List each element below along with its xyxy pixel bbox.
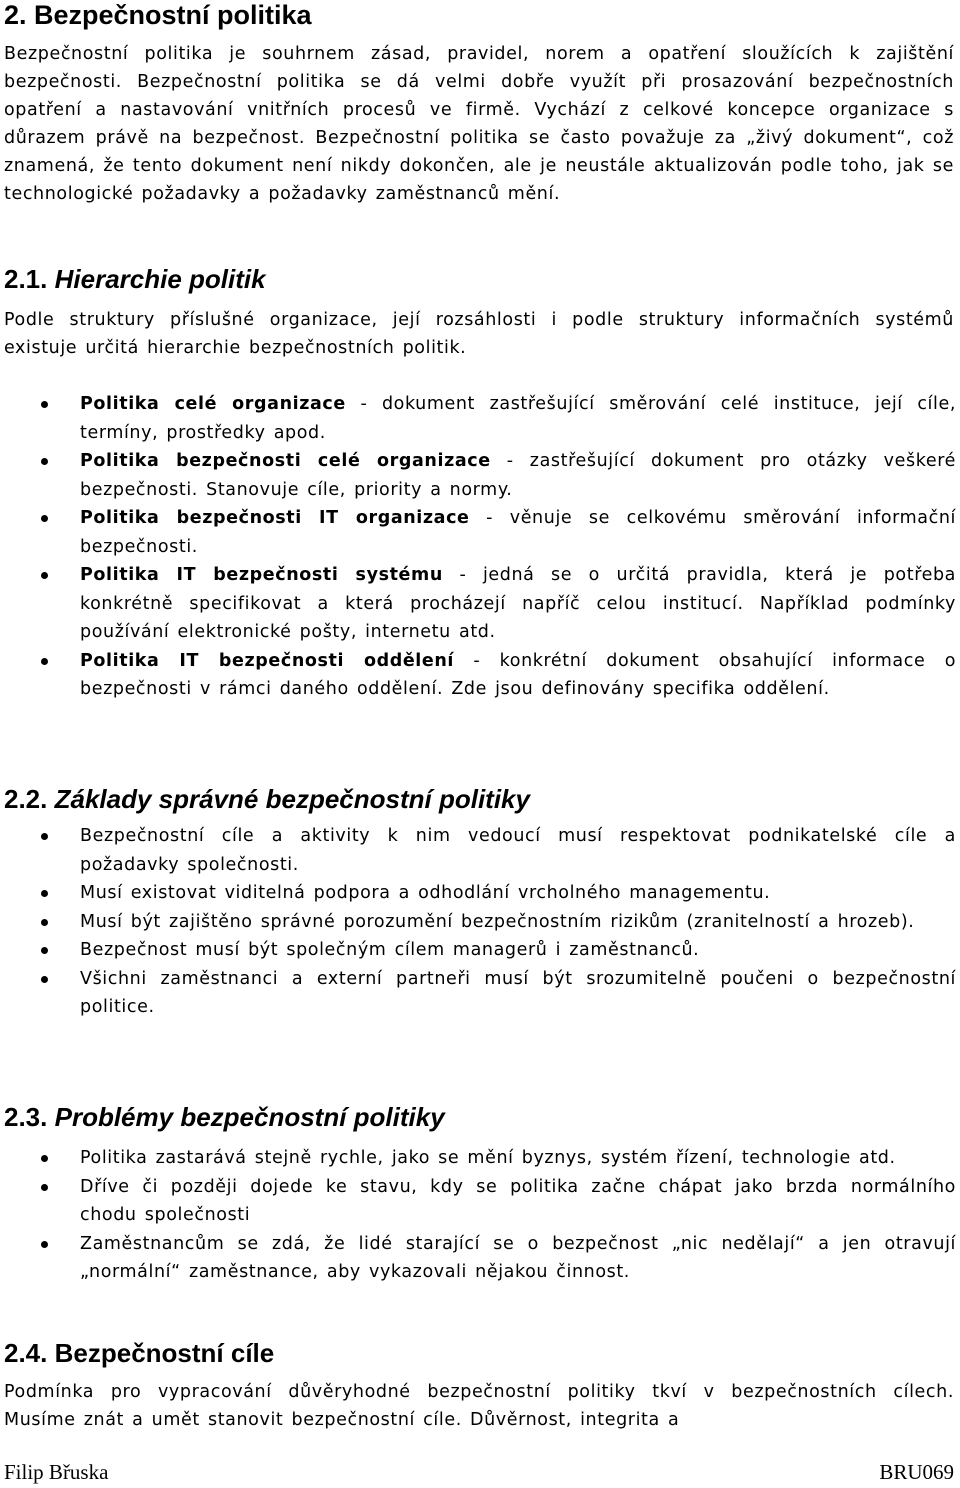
- list-item-text: Politika zastarává stejně rychle, jako se mění byznys, systém řízení, technologie atd.: [80, 1148, 896, 1168]
- list-item: [0, 936, 956, 965]
- bullet-icon: [41, 976, 48, 983]
- list-item: [0, 965, 956, 1022]
- list-item-text: - konkrétní dokument obsahující informace o bezpečnosti v rámci daného oddělení. Zde jsou definovány specifika oddělení.: [80, 650, 956, 699]
- list-item-term: Politika celé organizace: [80, 394, 346, 414]
- list-item: [0, 1230, 956, 1287]
- bullet-icon: [41, 1184, 48, 1191]
- section-title: Základy správné bezpečnostní politiky: [54, 784, 530, 814]
- footer-author: Filip Břuska: [4, 1460, 109, 1484]
- footer-code: BRU069: [879, 1460, 954, 1484]
- list-item-term: Politika IT bezpečnosti systému: [80, 565, 443, 585]
- bullet-icon: [41, 401, 48, 408]
- list-item: [0, 879, 956, 908]
- list-item-text: Všichni zaměstnanci a externí partneři musí být srozumitelně poučeni o bezpečnostní politice.: [80, 968, 956, 1017]
- section-number: 2.4.: [4, 1338, 48, 1368]
- list-item-term: Politika IT bezpečnosti oddělení: [80, 650, 455, 671]
- list-item: [0, 561, 956, 647]
- section-2-3-heading: [4, 1102, 445, 1132]
- section-2-2-heading: [4, 784, 530, 814]
- list-item-text: Musí existovat viditelná podpora a odhodlání vrcholného managementu.: [80, 883, 771, 903]
- section-number: 2.3.: [4, 1102, 48, 1132]
- bullet-icon: [41, 458, 48, 465]
- list-item: [0, 447, 956, 504]
- section-2-1-intro: Podle struktury příslušné organizace, její rozsáhlosti i podle struktury informačních systémů existuje určitá hierarchie bezpečnostních politik.: [4, 310, 954, 358]
- section-number: 2.1.: [4, 264, 48, 294]
- bullet-icon: [41, 919, 48, 926]
- bullet-icon: [41, 890, 48, 897]
- list-item-text: Dříve či později dojede ke stavu, kdy se politika začne chápat jako brzda normálního chodu společnosti: [80, 1176, 956, 1225]
- hierarchy-list: [0, 390, 956, 704]
- list-item-text: - zastřešující dokument pro otázky veškeré bezpečnosti. Stanovuje cíle, priority a normy.: [80, 451, 956, 500]
- section-title: Bezpečnostní cíle: [54, 1338, 275, 1368]
- list-item: [0, 390, 956, 447]
- list-item-text: Musí být zajištěno správné porozumění bezpečnostním rizikům (zranitelností a hrozeb).: [80, 911, 915, 932]
- section-title: Hierarchie politik: [54, 264, 266, 294]
- bullet-icon: [41, 1241, 48, 1248]
- section-2-4-intro: Podmínka pro vypracování důvěryhodné bezpečnostní politiky tkví v bezpečnostních cílech. Musíme znát a umět stanovit bezpečnostní cíle. Důvěrnost, integrita a: [4, 1382, 954, 1430]
- list-item-term: Politika bezpečnosti IT organizace: [80, 508, 470, 528]
- section-title: Problémy bezpečnostní politiky: [54, 1102, 445, 1132]
- list-item-text: Bezpečnostní cíle a aktivity k nim vedoucí musí respektovat podnikatelské cíle a požadavky společnosti.: [80, 826, 956, 875]
- list-item-term: Politika bezpečnosti celé organizace: [80, 451, 491, 471]
- problems-list: [0, 1144, 956, 1287]
- bullet-icon: [41, 1155, 48, 1162]
- section-2-1-heading: [4, 264, 266, 294]
- section-number: 2.2.: [4, 784, 48, 814]
- bullet-icon: [41, 947, 48, 954]
- bullet-icon: [41, 833, 48, 840]
- foundations-list: [0, 822, 956, 1022]
- list-item-text: Zaměstnancům se zdá, že lidé starající se o bezpečnost „nic nedělají“ a jen otravují „normální“ zaměstnance, aby vykazovali nějakou činnost.: [80, 1233, 956, 1282]
- list-item-text: - jedná se o určitá pravidla, která je potřeba konkrétně specifikovat a která procházejí napříč celou institucí. Například podmínky používání elektronické pošty, internetu atd.: [80, 565, 957, 642]
- list-item: [0, 504, 956, 561]
- section-2-heading: 2. Bezpečnostní politika: [4, 0, 312, 30]
- list-item: [0, 908, 956, 937]
- bullet-icon: [41, 572, 48, 579]
- bullet-icon: [41, 515, 48, 522]
- list-item: [0, 1173, 956, 1230]
- section-2-4-heading: [4, 1338, 274, 1368]
- list-item: [0, 1144, 956, 1173]
- list-item-text: - dokument zastřešující směrování celé instituce, její cíle, termíny, prostředky apod.: [80, 394, 956, 443]
- list-item: [0, 647, 956, 704]
- list-item: [0, 822, 956, 879]
- section-2-intro: Bezpečnostní politika je souhrnem zásad, pravidel, norem a opatření sloužících k zajištění bezpečnosti. Bezpečnostní politika se dá velmi dobře využít při prosazování bezpečnostních opatření a nastavování vnitřních procesů ve firmě. Vychází z celkové koncepce organizace s důrazem právě na bezpečnost. Bezpečnostní politika se často považuje za „živý dokument“, což znamená, že tento dokument není nikdy dokončen, ale je neustále aktualizován podle toho, jak se technologické požadavky a požadavky zaměstnanců mění.: [4, 44, 954, 204]
- list-item-text: - věnuje se celkovému směrování informační bezpečnosti.: [80, 508, 957, 557]
- bullet-icon: [41, 658, 48, 665]
- list-item-text: Bezpečnost musí být společným cílem managerů i zaměstnanců.: [80, 940, 700, 960]
